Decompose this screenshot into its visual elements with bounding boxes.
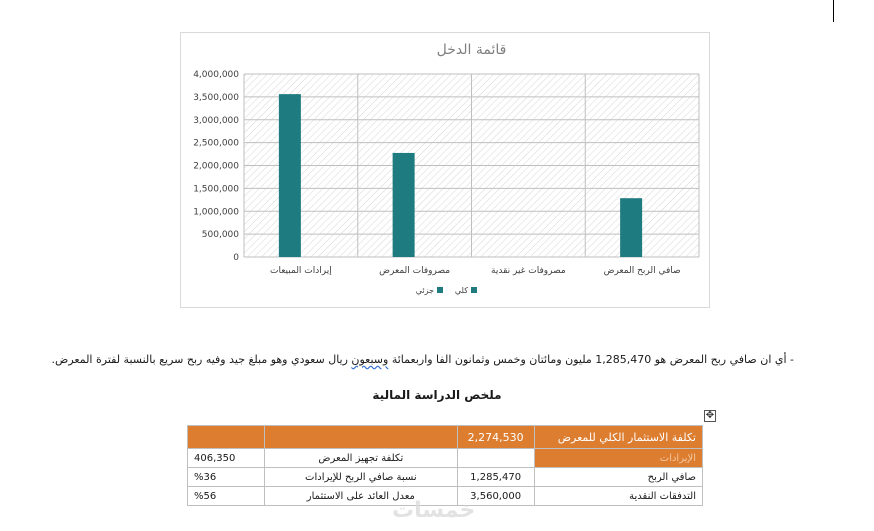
table-row [188,468,703,487]
income-mid-label: تكلفة تجهيز المعرض [265,449,458,468]
x-tick-label: صافي الربح المعرض [603,266,681,276]
table-row [188,449,703,468]
x-tick-label: إيرادات المبيعات [270,266,332,276]
y-tick-label: 1,000,000 [193,207,239,218]
header-value: 2,274,530 [457,426,534,449]
row-label: صافي الربح [534,468,702,487]
table-row [188,487,703,506]
y-tick-label: 3,000,000 [193,115,239,126]
bar-total [620,198,642,257]
summary-paragraph [51,352,794,368]
header-label: تكلفة الاستثمار الكلي للمعرض [534,426,702,449]
row-value: 3,560,000 [457,487,534,506]
row-mid-label: نسبة صافي الربح للإيرادات [265,468,458,487]
legend-label: جزئي [415,286,434,295]
summary-heading: ملخص الدراسة المالية [372,388,502,402]
table-move-handle-icon[interactable]: ✥ [705,410,715,421]
y-tick-label: 1,500,000 [193,184,239,195]
row-value: 1,285,470 [457,468,534,487]
financial-summary-table [187,425,703,506]
paragraph-prefix: - أي ان صافي ربح المعرض هو 1,285,470 مليون ومائتان وخمس وثمانون الفا واربعمائة [388,353,794,366]
paragraph-suffix: ريال سعودي وهو مبلغ جيد وفيه ربح سريع بالنسبة لفترة المعرض. [51,353,352,366]
y-tick-label: 3,500,000 [193,92,239,103]
watermark-logo: خمسات [392,498,476,523]
header-empty-2 [188,426,265,449]
row-mid-label: معدل العائد على الاستثمار [265,487,458,506]
x-tick-label: مصروفات المعرض [379,266,451,276]
legend-label: كلي [454,286,468,295]
x-tick-label: مصروفات غير نقدية [491,266,566,276]
table-header-row [188,426,703,449]
y-tick-label: 2,500,000 [193,138,239,149]
income-chart[interactable] [180,32,710,308]
y-tick-label: 0 [233,253,239,263]
row-mid-value: %56 [188,487,265,506]
text-cursor [833,0,834,22]
y-tick-label: 500,000 [201,230,239,241]
row-label: التدفقات النقدية [534,487,702,506]
legend-swatch [471,287,477,293]
bar-total [393,153,415,257]
y-tick-label: 2,000,000 [193,161,239,172]
legend-swatch [437,287,443,293]
paragraph-underlined-word: وسبعون [351,353,389,366]
chart-title: قائمة الدخل [436,42,507,58]
income-value [457,449,534,468]
bar-total [279,94,301,257]
y-tick-label: 4,000,000 [193,70,239,80]
income-label: الإيرادات [534,449,702,468]
header-empty-1 [265,426,458,449]
chart-canvas [181,33,709,307]
row-mid-value: %36 [188,468,265,487]
income-mid-value: 406,350 [188,449,265,468]
